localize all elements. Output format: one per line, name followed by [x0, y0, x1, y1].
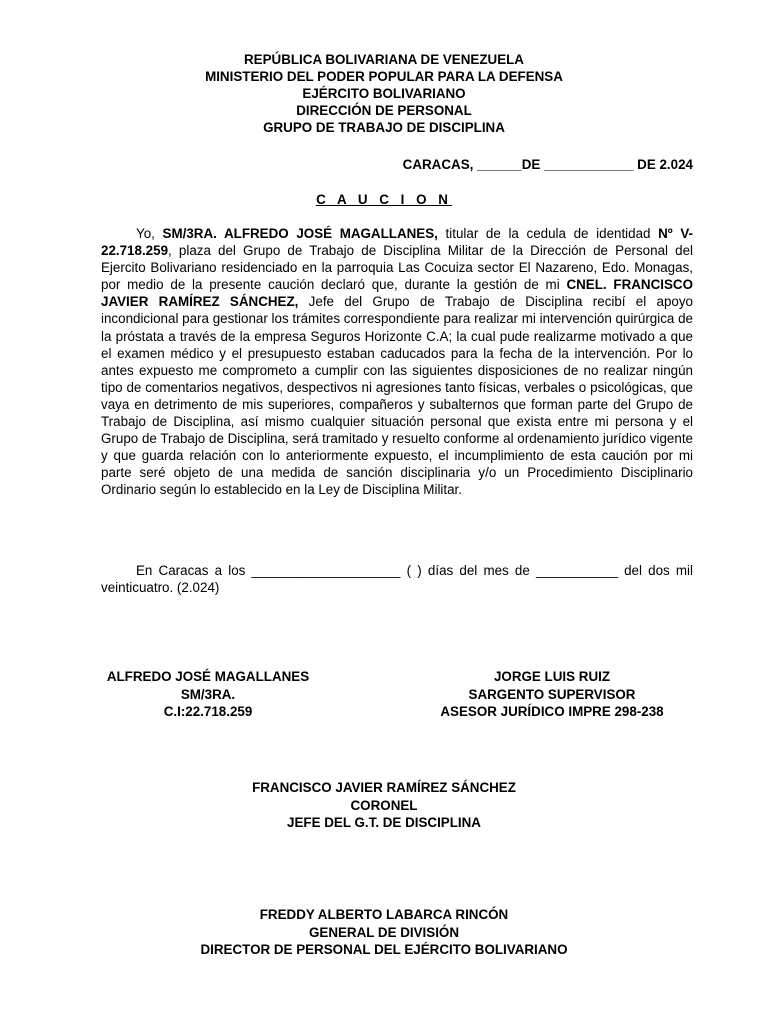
- document-title: [0, 192, 768, 207]
- signature-general-rank: GENERAL DE DIVISIÓN: [308, 924, 460, 940]
- body-text-4: Jefe del Grupo de Trabajo de Disciplina recibí el apoyo incondicional para gestionar los trámites correspondiente para realizar mi intervención quirúrgica de la próstata a través de la empresa Seguros Horizonte C.A; la cual pude realizarme motivado a que el examen médico y el presupuesto estaban caducados para la fecha de la intervención. Por lo antes expuesto me comprometo a cumplir con las siguientes disposiciones de no realizar ningún tipo de comentarios negativos, despectivos ni agresiones tanto físicas, verbales o psicológicas, que vaya en detrimento de mis superiores, compañeros y subalternos que forman parte del Grupo de Trabajo de Disciplina, así mismo cualquier situación personal que exista entre mi persona y el Grupo de Trabajo de Disciplina, será tramitado y resuelto conforme al ordenamiento jurídico vigente y que guarda relación con lo anteriormente expuesto, el incumplimiento de esta caución por mi parte seré objeto de una medida de sanción disciplinaria y/o un Procedimiento Disciplinario Ordinario según lo establecido en la Ley de Disciplina Militar.: [101, 294, 693, 498]
- closing-text: [101, 562, 693, 596]
- body-bold-id: Nº V-22.718.259: [101, 226, 693, 259]
- body-text-2: titular de la cedula de identidad: [437, 226, 659, 241]
- signature-colonel-role: JEFE DEL G.T. DE DISCIPLINA: [287, 815, 481, 830]
- signature-left-id: C.I:22.718.259: [163, 704, 253, 719]
- signature-left-rank: SM/3RA.: [180, 686, 236, 702]
- signature-general-name: FREDDY ALBERTO LABARCA RINCÓN: [259, 907, 509, 922]
- closing-paragraph: En Caracas a los ____________________ ( ) días del mes de ___________ del dos mil veinticuatro. (2.024): [101, 563, 693, 596]
- signature-right-role: ASESOR JURÍDICO IMPRE 298-238: [440, 704, 664, 719]
- date-line: CARACAS, ______DE ____________ DE 2.024: [402, 157, 693, 172]
- body-bold-name: SM/3RA. ALFREDO JOSÉ MAGALLANES,: [162, 226, 438, 241]
- letterhead: [0, 51, 768, 136]
- signature-left-name: ALFREDO JOSÉ MAGALLANES: [106, 669, 310, 684]
- signature-block-right: [432, 668, 672, 721]
- signature-block-colonel: [0, 779, 768, 832]
- body-paragraph: [101, 225, 693, 499]
- signature-colonel-rank: CORONEL: [350, 797, 418, 813]
- signature-right-name: JORGE LUIS RUIZ: [493, 669, 611, 684]
- document-title-text: C A U C I O N: [316, 192, 452, 207]
- body-text-1: Yo,: [136, 226, 163, 241]
- body-text-3: , plaza del Grupo de Trabajo de Disciplina Militar de la Dirección de Personal del Ejercito Bolivariano residenciado en la parroquia Las Cocuiza sector El Nazareno, Edo. Monagas, por medio de la presente caución declaró que, durante la gestión de mi: [101, 243, 693, 293]
- signature-block-general: [0, 906, 768, 959]
- letterhead-line-ministry: MINISTERIO DEL PODER POPULAR PARA LA DEFENSA: [205, 69, 563, 84]
- signature-block-left: [100, 668, 316, 721]
- body-bold-colonel: CNEL. FRANCISCO JAVIER RAMÍREZ SÁNCHEZ,: [101, 277, 693, 310]
- signature-colonel-name: FRANCISCO JAVIER RAMÍREZ SÁNCHEZ: [252, 780, 516, 795]
- signature-general-role: DIRECTOR DE PERSONAL DEL EJÉRCITO BOLIVARIANO: [200, 942, 568, 957]
- letterhead-line-group: GRUPO DE TRABAJO DE DISCIPLINA: [263, 120, 505, 135]
- letterhead-line-army: EJÉRCITO BOLIVARIANO: [302, 86, 466, 101]
- letterhead-line-directorate: DIRECCIÓN DE PERSONAL: [296, 103, 472, 118]
- signature-right-rank: SARGENTO SUPERVISOR: [468, 686, 636, 702]
- letterhead-line-republic: REPÚBLICA BOLIVARIANA DE VENEZUELA: [244, 52, 524, 67]
- body-text: [101, 225, 693, 499]
